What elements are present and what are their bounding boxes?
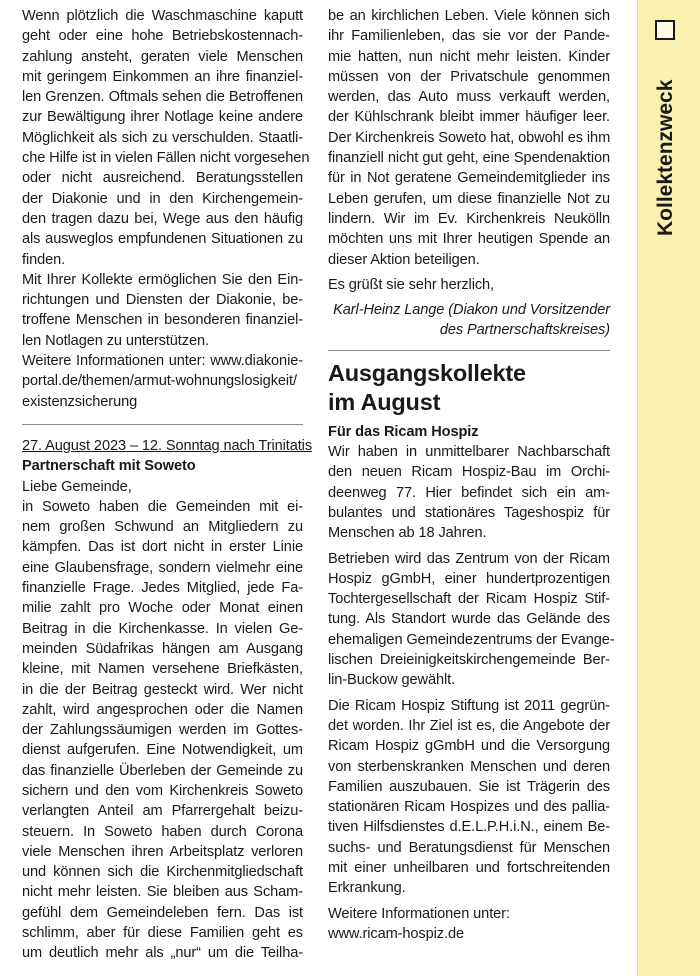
text-line: Weitere Informationen unter: <box>328 905 510 922</box>
text-line: finanzielle Frage. Jedes Mitglied, jede Fa- <box>22 580 303 597</box>
text-line: deenweg 77. Hier befindet sich ein am- <box>328 484 610 501</box>
text-line: verlangten Anteil am Pfarrergehalt beizu- <box>22 803 303 820</box>
text-line: suchs- und Beratungsdienst für Menschen <box>328 839 610 856</box>
text-line: zahlung ansteht, geraten viele Menschen <box>22 48 303 65</box>
text-line: Familien auszubauen. Sie ist Trägerin des <box>328 778 610 795</box>
middle-column <box>328 0 615 944</box>
text-line: oder nicht ausreichend. Beratungsstellen <box>22 170 303 187</box>
text-line: viele Menschen ihren Arbeitsplatz verloren <box>22 843 303 860</box>
text-line: Möglichkeit als sich zu verschulden. Staatli- <box>22 129 303 146</box>
greeting: Es grüßt sie sehr herzlich, <box>328 276 494 293</box>
text-line: den neuen Ricam Hospiz-Bau im Orchi- <box>328 464 610 481</box>
text-line: geht oder eine hohe Betriebskostennach- <box>22 28 303 45</box>
text-line: lin-Buckow gewählt. <box>328 672 456 689</box>
text-line: Wir haben in unmittelbarer Nachbarschaft <box>328 444 610 461</box>
text-line: um deutlich mehr als „nur“ um die Teilha- <box>22 945 303 962</box>
text-line: portal.de/themen/armut-wohnungslosigkeit/ <box>22 373 297 390</box>
text-line: eine Glaubensfrage, sondern vielmehr eine <box>22 559 303 576</box>
text-line: schlimm, aber für diese Familien geht es <box>22 925 303 942</box>
salutation: Liebe Gemeinde, <box>22 478 132 495</box>
text-line: stationären Ricam Hospizes und des pallia- <box>328 799 610 816</box>
text-line: von sterbenskranken Menschen und deren <box>328 758 610 775</box>
soweto-body-text <box>22 497 303 964</box>
text-line: Beitrag in die Kirchenkasse. In vielen Ge- <box>22 620 303 637</box>
text-line: det worden. Ihr Ziel ist es, die Angebote der <box>328 717 610 734</box>
section-divider <box>22 424 303 425</box>
text-line: meinden Südafrikas hängen am Ausgang <box>22 640 303 657</box>
text-line: möchten uns mit Ihrer heutigen Spende an <box>328 231 610 248</box>
text-line: ihr Familienleben, das sie vor der Pande- <box>328 28 610 45</box>
text-line: tung. Als Standort wurde das Gelände des <box>328 611 610 628</box>
hospiz-paragraph-1 <box>328 442 610 543</box>
text-line: als ausweglos empfundenen Situationen zu <box>22 231 303 248</box>
text-line: be an kirchlichen Leben. Viele können sich <box>328 8 610 24</box>
text-line: müssen von der Privatschule genommen <box>328 68 610 85</box>
heading-line: Ausgangskollekte <box>328 359 526 386</box>
text-line: che Hilfe ist in vielen Fällen nicht vorgesehen <box>22 150 310 167</box>
soweto-continued-text <box>328 6 610 270</box>
hospiz-paragraph-3 <box>328 696 610 899</box>
text-line: Weitere Informationen unter: www.diakonie- <box>22 353 303 370</box>
text-line: mie hatten, nun nicht mehr leisten. Kinder <box>328 48 610 65</box>
text-line: tiven Hilfsdienstes d.E.L.P.H.i.N., einem Be- <box>328 819 610 836</box>
text-line: und können sich die Kirchenmitgliedschaft <box>22 864 303 881</box>
text-line: den tragen dazu bei, Wege aus den häufig <box>22 210 303 227</box>
text-line: www.ricam-hospiz.de <box>328 925 464 942</box>
text-line: milie zahlt pro Woche oder Monat einen <box>22 600 303 617</box>
text-line: Hospiz gGmbH, einer hundertprozentigen <box>328 570 610 587</box>
sidebar-label: Kollektenzweck <box>654 79 677 236</box>
checkbox[interactable] <box>655 20 675 40</box>
text-line: Ricam Hospiz gGmbH und die Versorgung <box>328 738 610 755</box>
text-line: kämpfen. Das ist dort nicht in erster Linie <box>22 539 303 556</box>
text-line: mit geringem Einkommen an ihre finanziel- <box>22 68 303 85</box>
text-line: finden. <box>22 251 66 268</box>
text-line: Betrieben wird das Zentrum von der Ricam <box>328 550 610 567</box>
text-line: dienst aufgerufen. Eine Notwendigkeit, um <box>22 742 303 759</box>
text-line: das finanzielle Überleben der Gemeinde zu <box>22 762 303 779</box>
text-line: der Diakonie und in den Kirchengemein- <box>22 190 303 207</box>
text-line: der Kühlschrank bleibt immer häufiger leer. <box>328 109 610 126</box>
diakonie-info-paragraph <box>22 351 303 412</box>
text-line: finanziell nicht gut geht, eine Spendenaktion <box>328 150 610 167</box>
ausgangskollekte-heading <box>328 359 610 417</box>
text-line: sichern und den vom Kirchenkreis Soweto <box>22 782 303 799</box>
text-line: in Soweto haben die Gemeinden mit ei- <box>22 498 303 515</box>
text-line: Menschen ab 18 Jahren. <box>328 525 487 542</box>
text-line: für in Not geratene Gemeindemitglieder ins <box>328 170 610 187</box>
text-line: len Grenzen. Oftmals sehen die Betroffenen <box>22 89 303 106</box>
intro-paragraph <box>22 6 310 270</box>
text-line: steuern. In Soweto haben durch Corona <box>22 823 303 840</box>
text-line: Der Kirchenkreis Soweto hat, obwohl es ihm <box>328 129 611 146</box>
signature-line: Karl-Heinz Lange (Diakon und Vorsitzender <box>333 302 610 319</box>
text-line: werden, das Auto muss verkauft werden, <box>328 89 610 106</box>
text-line: zahlt, wird angesprochen oder die Namen <box>22 701 303 718</box>
text-line: dieser Aktion beteiligen. <box>328 251 480 268</box>
signature-line: des Partnerschaftskreises) <box>439 322 610 339</box>
text-line: gefühl dem Gemeindeleben fern. Das ist <box>22 904 303 921</box>
text-line: lindern. Wir im Ev. Kirchenkreis Neukölln <box>328 210 610 227</box>
text-line: Leben gerufen, um diese finanzielle Not zu <box>328 190 610 207</box>
text-line: in die der Beitrag gesteckt wird. Wer nicht <box>22 681 303 698</box>
left-column <box>22 0 313 964</box>
text-line: ehemaligen Gemeindezentrums der Evange- <box>328 631 615 648</box>
text-line: kleine, mit Namen versehene Briefkästen, <box>22 661 303 678</box>
text-line: len Notlagen zu unterstützen. <box>22 332 209 349</box>
text-line: der Zahlungssäumigen werden im Gottes- <box>22 722 303 739</box>
text-line: Wenn plötzlich die Waschmaschine kaputt <box>22 8 303 24</box>
subheading: Für das Ricam Hospiz <box>328 423 479 440</box>
text-line: nicht mehr leisten. Sie bleiben aus Scham- <box>22 884 303 901</box>
text-line: bulantes und stationäres Tageshospiz für <box>328 504 610 521</box>
sidebar-tab <box>637 0 700 976</box>
text-line: Die Ricam Hospiz Stiftung ist 2011 gegrün- <box>328 697 610 714</box>
text-line: mit einer unheilbaren und fortschreitenden <box>328 859 610 876</box>
heading-line: im August <box>328 388 441 415</box>
signature <box>328 300 610 341</box>
text-line: lischen Dreieinigkeitskirchengemeinde Ber- <box>328 652 610 669</box>
text-line: nem großen Schwund an Mitgliedern zu <box>22 519 303 536</box>
kollekte-paragraph <box>22 270 303 351</box>
text-line: Tochtergesellschaft der Ricam Hospiz Stif- <box>328 591 610 608</box>
hospiz-more-info <box>328 904 610 945</box>
text-line: richtungen und Diensten der Diakonie, be- <box>22 292 303 309</box>
text-line: Mit Ihrer Kollekte ermöglichen Sie den Ein- <box>22 271 303 288</box>
section-divider <box>328 350 610 351</box>
date-heading: 27. August 2023 – 12. Sonntag nach Trinitatis <box>22 437 313 454</box>
section-title: Partnerschaft mit Soweto <box>22 458 196 475</box>
text-line: troffene Menschen in besonderen finanziel- <box>22 312 303 329</box>
text-line: Erkrankung. <box>328 880 406 897</box>
text-line: zur Bewältigung ihrer Notlage keine andere <box>22 109 303 126</box>
hospiz-paragraph-2 <box>328 549 615 691</box>
text-line: existenzsicherung <box>22 393 138 410</box>
